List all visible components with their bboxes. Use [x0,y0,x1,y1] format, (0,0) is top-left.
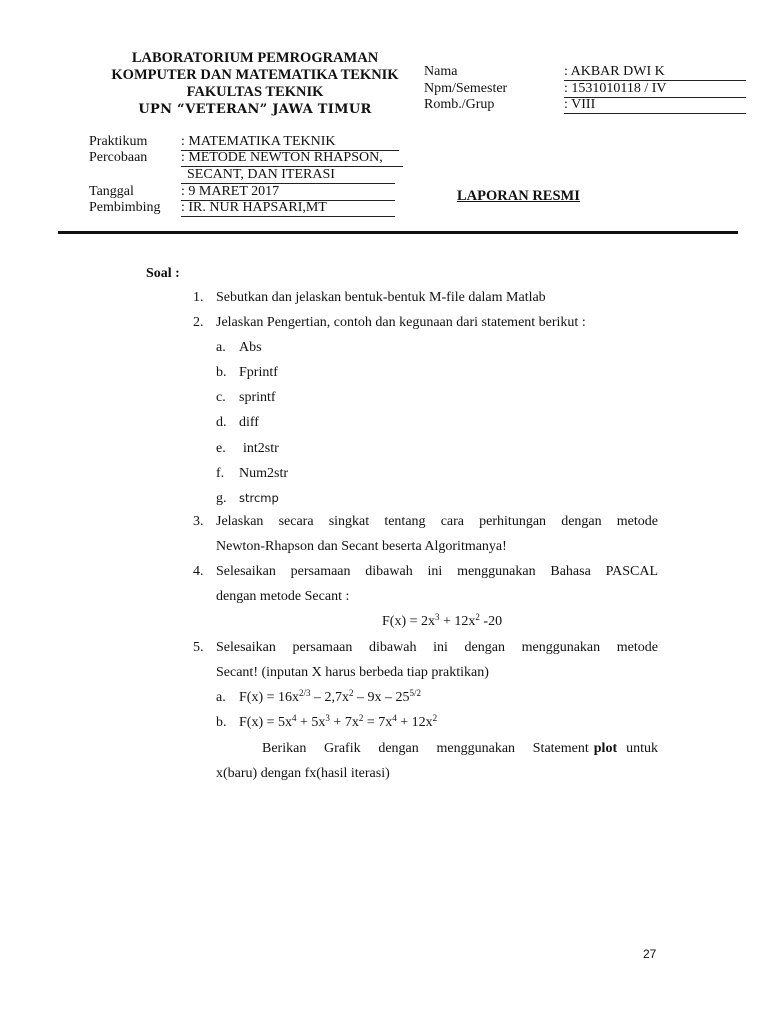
exponent: 2/3 [299,688,311,698]
exponent: 5/2 [409,688,422,698]
institution-header [90,50,420,118]
pembimbing-label: Pembimbing [89,200,161,215]
exponent: 2 [358,713,364,723]
praktikum-label: Praktikum [89,134,148,149]
plot-note-part: untuk [626,741,658,756]
question-number: 1. [193,290,204,305]
question-number: 4. [193,564,204,579]
plot-keyword: plot [593,741,618,756]
list-item: strcmp [239,491,279,505]
institution-line: KOMPUTER DAN MATEMATIKA TEKNIK [111,67,399,83]
exponent: 2 [349,688,354,698]
question-number: 3. [193,514,204,529]
equation-part: F(x) = 5x [239,715,293,730]
institution-line: UPN “VETERAN” JAWA TIMUR [138,102,372,117]
list-item-letter: b. [216,715,227,730]
tanggal-label: Tanggal [89,184,134,199]
list-item-letter: e. [216,441,226,456]
plot-note [262,736,658,761]
student-npm-label: Npm/Semester [424,81,508,96]
report-title: LAPORAN RESMI [457,188,580,204]
equation-part: + 12x [439,614,476,629]
exponent: 3 [435,612,440,622]
question-3-text-cont: Newton-Rhapson dan Secant beserta Algoritmanya! [216,539,507,554]
percobaan-value: : METODE NEWTON RHAPSON, [181,150,403,167]
list-item: diff [239,415,259,430]
student-nama-label: Nama [424,64,458,79]
equation-part: -20 [479,614,503,629]
exponent: 3 [325,713,330,723]
equation-part: F(x) = 16x [239,690,300,705]
list-item-letter: f. [216,466,225,481]
page-number: 27 [643,947,657,961]
list-item: Num2str [239,466,288,481]
header-divider [58,231,738,234]
soal-heading: Soal : [146,266,180,281]
percobaan-label: Percobaan [89,150,148,165]
list-item-letter: d. [216,415,227,430]
equation-part: + 12x [396,715,433,730]
list-item-letter: a. [216,690,226,705]
percobaan-value-cont: SECANT, DAN ITERASI [181,167,395,184]
exponent: 4 [392,713,397,723]
student-romb-label: Romb./Grup [424,97,495,112]
pembimbing-value: : IR. NUR HAPSARI,MT [181,200,395,217]
student-romb-value: : VIII [564,97,746,114]
equation-b [239,710,437,735]
list-item: int2str [243,441,279,456]
exponent: 4 [292,713,297,723]
equation-part: – 2,7x [310,690,350,705]
plot-note-part: Berikan Grafik dengan menggunakan Statement [262,741,589,756]
equation-part: + 5x [296,715,326,730]
institution-line: LABORATORIUM PEMROGRAMAN [131,50,379,66]
question-3-text: Jelaskan secara singkat tentang cara perhitungan dengan metode [216,514,658,529]
list-item: Abs [239,340,262,355]
list-item-letter: c. [216,390,226,405]
exponent: 2 [432,713,438,723]
praktikum-value: : MATEMATIKA TEKNIK [181,134,399,151]
list-item: Fprintf [239,365,278,380]
equation-part: – 9x – 25 [353,690,410,705]
institution-line: FAKULTAS TEKNIK [186,84,324,100]
question-5-text-cont: Secant! (inputan X harus berbeda tiap praktikan) [216,665,489,680]
equation-part: = 7x [363,715,393,730]
equation-part: + 7x [329,715,359,730]
question-number: 5. [193,640,204,655]
list-item-letter: b. [216,365,227,380]
student-nama-value: : AKBAR DWI K [564,64,746,81]
equation-part: F(x) = 2x [382,614,436,629]
list-item: sprintf [239,390,276,405]
question-5-text: Selesaikan persamaan dibawah ini dengan menggunakan metode [216,640,658,655]
question-4-text: Selesaikan persamaan dibawah ini menggunakan Bahasa PASCAL [216,564,658,579]
tanggal-value: : 9 MARET 2017 [181,184,395,201]
list-item-letter: g. [216,491,227,506]
equation-secant [382,609,502,634]
plot-note-cont: x(baru) dengan fx(hasil iterasi) [216,766,390,781]
question-number: 2. [193,315,204,330]
question-1-text: Sebutkan dan jelaskan bentuk-bentuk M-file dalam Matlab [216,290,546,305]
equation-a [239,685,421,710]
exponent: 2 [475,612,480,622]
student-npm-value: : 1531010118 / IV [564,81,746,98]
question-4-text-cont: dengan metode Secant : [216,589,350,604]
question-2-text: Jelaskan Pengertian, contoh dan kegunaan dari statement berikut : [216,315,586,330]
list-item-letter: a. [216,340,226,355]
